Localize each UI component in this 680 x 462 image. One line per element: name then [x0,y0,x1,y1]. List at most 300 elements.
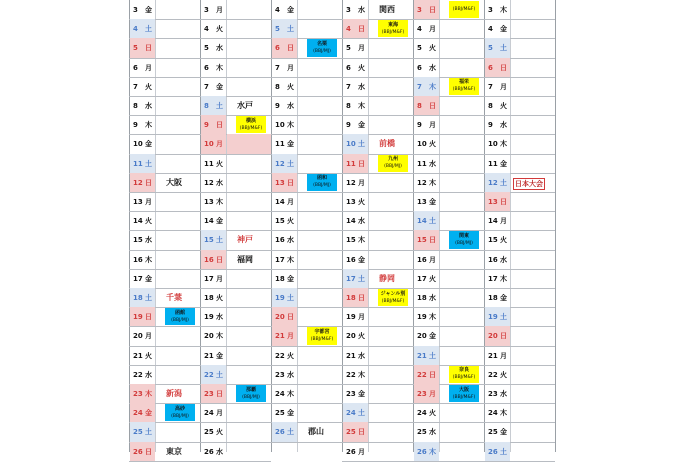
day-cell [130,346,155,365]
day-cell [485,269,510,288]
event-cell [369,307,413,326]
day-cell [130,326,155,345]
weekday-label: 木 [358,236,365,245]
day-cell [414,211,439,230]
event-cell [511,19,555,38]
weekday-label: 日 [500,63,507,72]
weekday-label: 金 [500,159,507,168]
venue-name: 神戸 [237,235,253,245]
event-cell [511,403,555,422]
venue-name: 郡山 [308,427,324,437]
day-cell [414,269,439,288]
day-cell [272,288,297,307]
weekday-label: 火 [500,102,507,110]
day-cell [485,115,510,134]
day-cell [414,346,439,365]
event-badge [449,366,479,383]
event-cell [511,442,555,461]
day-number: 14 [346,217,356,226]
weekday-label: 水 [145,236,152,245]
event-cell [440,77,484,96]
day-number: 7 [346,82,351,91]
event-cell [298,384,342,403]
day-number: 20 [346,332,356,341]
day-cell [414,442,439,461]
venue-name: 新潟 [166,389,182,398]
event-cell [156,211,200,230]
day-number: 12 [275,159,285,168]
weekday-label: 火 [500,370,507,379]
event-cell [369,211,413,230]
day-number: 25 [204,428,214,437]
day-number: 7 [204,82,209,91]
day-number: 12 [346,178,356,187]
day-number: 5 [133,44,138,53]
day-number: 23 [488,390,498,398]
event-badge [307,327,337,344]
event-cell [369,134,413,153]
day-number: 17 [417,274,427,283]
weekday-label: 水 [358,82,365,91]
day-cell [414,58,439,77]
weekday-label: 水 [287,370,294,379]
event-cell [156,19,200,38]
event-cell [298,269,342,288]
event-cell [227,230,271,249]
weekday-label: 木 [287,121,294,130]
day-number: 8 [346,102,351,110]
weekday-label: 水 [429,63,436,72]
event-cell [298,173,342,192]
day-number: 17 [346,274,356,283]
event-cell [440,346,484,365]
event-cell [227,403,271,422]
day-cell [343,326,368,345]
event-tag: (BBJ/M&F) [381,298,405,304]
day-cell [343,58,368,77]
weekday-label: 土 [145,25,152,34]
weekday-label: 火 [216,294,223,302]
event-cell [369,346,413,365]
day-cell [130,250,155,269]
event-badge [449,78,479,95]
event-cell [298,211,342,230]
day-cell [485,307,510,326]
event-cell [440,442,484,461]
weekday-label: 金 [500,428,507,437]
event-cell [156,96,200,115]
weekday-label: 火 [358,63,365,72]
weekday-label: 月 [500,217,507,226]
event-name: 関東 [458,232,469,239]
weekday-label: 火 [216,25,223,34]
day-cell [272,422,297,441]
event-name: 高砂 [174,405,185,412]
day-cell [343,269,368,288]
event-cell [369,403,413,422]
day-cell [343,384,368,403]
weekday-label: 日 [216,121,223,130]
event-cell [440,19,484,38]
weekday-label: 金 [145,409,152,418]
day-cell [485,422,510,441]
weekday-label: 土 [145,159,152,168]
day-number: 15 [133,236,143,245]
day-cell [343,134,368,153]
day-cell [272,134,297,153]
weekday-label: 金 [216,351,223,360]
weekday-label: 土 [500,44,507,53]
weekday-label: 金 [287,6,294,14]
event-cell [156,77,200,96]
weekday-label: 木 [145,390,152,398]
event-cell [440,307,484,326]
day-cell [343,173,368,192]
event-cell [369,96,413,115]
day-number: 23 [417,390,427,398]
weekday-label: 水 [287,102,294,110]
event-cell [511,38,555,57]
event-badge [449,231,479,248]
event-cell [369,422,413,441]
weekday-label: 水 [145,370,152,379]
day-cell [343,154,368,173]
weekday-label: 日 [358,294,365,302]
weekday-label: 月 [216,274,223,283]
weekday-label: 土 [287,428,294,437]
event-tag: (BBJ/MJ) [455,240,473,246]
day-number: 17 [488,274,498,283]
weekday-label: 月 [358,313,365,322]
event-cell [440,192,484,211]
day-number: 15 [417,236,427,245]
day-cell [201,154,226,173]
day-number: 7 [488,82,493,91]
event-cell [511,77,555,96]
day-cell [272,326,297,345]
event-badge [165,404,195,421]
day-number: 15 [275,217,285,226]
day-cell [343,346,368,365]
day-cell [414,230,439,249]
weekday-label: 水 [358,6,365,14]
event-name: 奈良 [458,367,469,374]
day-cell [343,38,368,57]
day-cell [414,365,439,384]
day-cell [130,115,155,134]
weekday-label: 土 [216,236,223,245]
day-number: 10 [488,140,498,149]
weekday-label: 土 [287,294,294,302]
day-cell [485,250,510,269]
weekday-label: 金 [216,217,223,226]
day-cell [414,326,439,345]
day-number: 25 [488,428,498,437]
event-cell [511,365,555,384]
weekday-label: 月 [287,198,294,206]
day-cell [201,58,226,77]
day-cell [272,96,297,115]
day-cell [130,384,155,403]
event-cell [156,442,200,461]
weekday-label: 火 [145,217,152,226]
weekday-label: 金 [429,332,436,341]
event-tag: (BBJ/MJ) [313,48,331,54]
event-cell [511,96,555,115]
day-cell [272,154,297,173]
weekday-label: 水 [500,121,507,130]
day-cell [414,154,439,173]
event-cell [156,307,200,326]
event-badge [165,308,195,325]
day-cell [343,288,368,307]
day-number: 14 [488,217,498,226]
weekday-label: 月 [145,198,152,206]
day-cell [343,19,368,38]
event-cell [511,269,555,288]
day-number: 24 [417,409,427,418]
day-cell [272,365,297,384]
event-cell [227,346,271,365]
weekday-label: 水 [216,44,223,53]
weekday-label: 金 [500,25,507,34]
weekday-label: 土 [429,351,436,360]
day-number: 10 [133,140,143,149]
venue-name: 大阪 [166,177,182,187]
day-cell [272,19,297,38]
event-name: 名栗 [316,40,327,47]
event-badge [449,385,479,402]
weekday-label: 月 [429,255,436,264]
event-tag: (BBJ/M&F) [452,375,476,381]
day-number: 4 [488,25,493,34]
day-cell [130,307,155,326]
event-cell [298,307,342,326]
event-name: ジャンル別 [380,290,406,297]
grid-column-line [555,0,556,452]
event-cell [369,384,413,403]
venue-name: 東京 [166,446,182,456]
day-cell [130,211,155,230]
weekday-label: 土 [358,140,365,149]
day-cell [485,384,510,403]
day-cell [343,422,368,441]
weekday-label: 金 [287,140,294,149]
event-cell [156,154,200,173]
day-number: 18 [204,294,214,302]
event-cell [156,173,200,192]
day-number: 17 [133,274,143,283]
weekday-label: 日 [145,178,152,187]
weekday-label: 月 [358,447,365,456]
event-cell [227,38,271,57]
event-badge [307,39,337,56]
weekday-label: 水 [429,428,436,437]
event-cell [156,250,200,269]
weekday-label: 水 [429,159,436,168]
day-number: 22 [133,370,143,379]
event-cell [369,442,413,461]
day-number: 19 [204,313,214,322]
day-cell [130,58,155,77]
day-number: 9 [275,102,280,110]
event-cell [511,384,555,403]
day-cell [272,346,297,365]
event-cell [227,326,271,345]
weekday-label: 火 [429,140,436,149]
day-cell [130,230,155,249]
day-cell [414,403,439,422]
weekday-label: 土 [145,428,152,437]
event-cell [156,115,200,134]
event-cell [440,250,484,269]
weekday-label: 日 [216,255,223,264]
event-badge [307,174,337,191]
weekday-label: 金 [216,82,223,91]
day-number: 8 [133,102,138,110]
weekday-label: 金 [145,274,152,283]
weekday-label: 金 [287,409,294,418]
day-number: 10 [275,121,285,130]
day-cell [414,19,439,38]
event-cell [440,365,484,384]
weekday-label: 日 [358,159,365,168]
day-number: 13 [346,198,356,206]
weekday-label: 金 [358,390,365,398]
weekday-label: 日 [358,428,365,437]
event-cell [227,211,271,230]
weekday-label: 木 [216,63,223,72]
day-cell [343,230,368,249]
day-cell [272,384,297,403]
day-cell [485,173,510,192]
day-number: 26 [275,428,285,437]
weekday-label: 水 [429,294,436,302]
event-cell [511,134,555,153]
event-cell [440,0,484,19]
weekday-label: 金 [145,6,152,14]
event-cell [440,58,484,77]
event-cell [369,269,413,288]
day-number: 17 [275,255,285,264]
event-cell [227,19,271,38]
event-cell [298,365,342,384]
event-cell [369,38,413,57]
event-cell [227,442,271,461]
day-cell [414,115,439,134]
day-cell [272,192,297,211]
day-cell [201,250,226,269]
day-cell [272,173,297,192]
day-cell [272,269,297,288]
event-cell [227,96,271,115]
day-cell [272,211,297,230]
weekday-label: 日 [500,332,507,341]
day-cell [272,38,297,57]
day-number: 19 [488,313,498,322]
day-cell [130,19,155,38]
weekday-label: 木 [429,447,436,456]
event-cell [511,192,555,211]
day-cell [201,96,226,115]
weekday-label: 水 [216,178,223,187]
day-number: 25 [417,428,427,437]
day-number: 11 [346,159,356,168]
event-cell [227,0,271,19]
venue-name: 福岡 [237,254,253,264]
event-cell [298,192,342,211]
day-cell [201,211,226,230]
event-cell [227,250,271,269]
day-cell [343,250,368,269]
weekday-label: 木 [500,6,507,14]
weekday-label: 土 [216,102,223,110]
event-cell [369,77,413,96]
event-cell [156,230,200,249]
day-number: 4 [133,25,138,34]
day-cell [201,115,226,134]
event-cell [227,134,271,153]
day-number: 22 [488,370,498,379]
day-number: 21 [275,332,285,341]
day-cell [130,38,155,57]
day-number: 9 [417,121,422,130]
day-number: 26 [133,447,143,456]
day-cell [414,192,439,211]
day-number: 26 [204,447,214,456]
event-tag: (BBJ/MJ) [171,317,189,323]
event-badge [378,289,408,306]
weekday-label: 木 [358,370,365,379]
day-number: 7 [275,63,280,72]
event-cell [440,96,484,115]
day-cell [485,326,510,345]
day-number: 20 [204,332,214,341]
event-cell [227,58,271,77]
event-cell [440,288,484,307]
day-number: 23 [204,390,214,398]
weekday-label: 木 [429,82,436,91]
day-cell [272,0,297,19]
day-number: 4 [275,6,280,14]
event-cell [369,326,413,345]
event-cell [156,326,200,345]
event-cell [298,250,342,269]
day-number: 10 [204,140,214,149]
day-cell [272,58,297,77]
day-cell [343,403,368,422]
weekday-label: 金 [500,294,507,302]
day-cell [485,230,510,249]
event-tag: (BBJ/M&F) [239,125,263,131]
event-cell [440,326,484,345]
venue-name: 静岡 [379,273,395,283]
event-cell [369,230,413,249]
event-name: 大阪 [458,386,469,393]
event-name: 横浜 [245,117,256,124]
weekday-label: 土 [287,159,294,168]
day-number: 11 [204,159,214,168]
day-number: 12 [204,178,214,187]
day-cell [485,211,510,230]
day-cell [485,365,510,384]
day-cell [201,230,226,249]
day-number: 14 [275,198,285,206]
day-cell [201,269,226,288]
event-cell [440,115,484,134]
venue-name: 日本大会 [515,179,543,188]
day-cell [343,365,368,384]
